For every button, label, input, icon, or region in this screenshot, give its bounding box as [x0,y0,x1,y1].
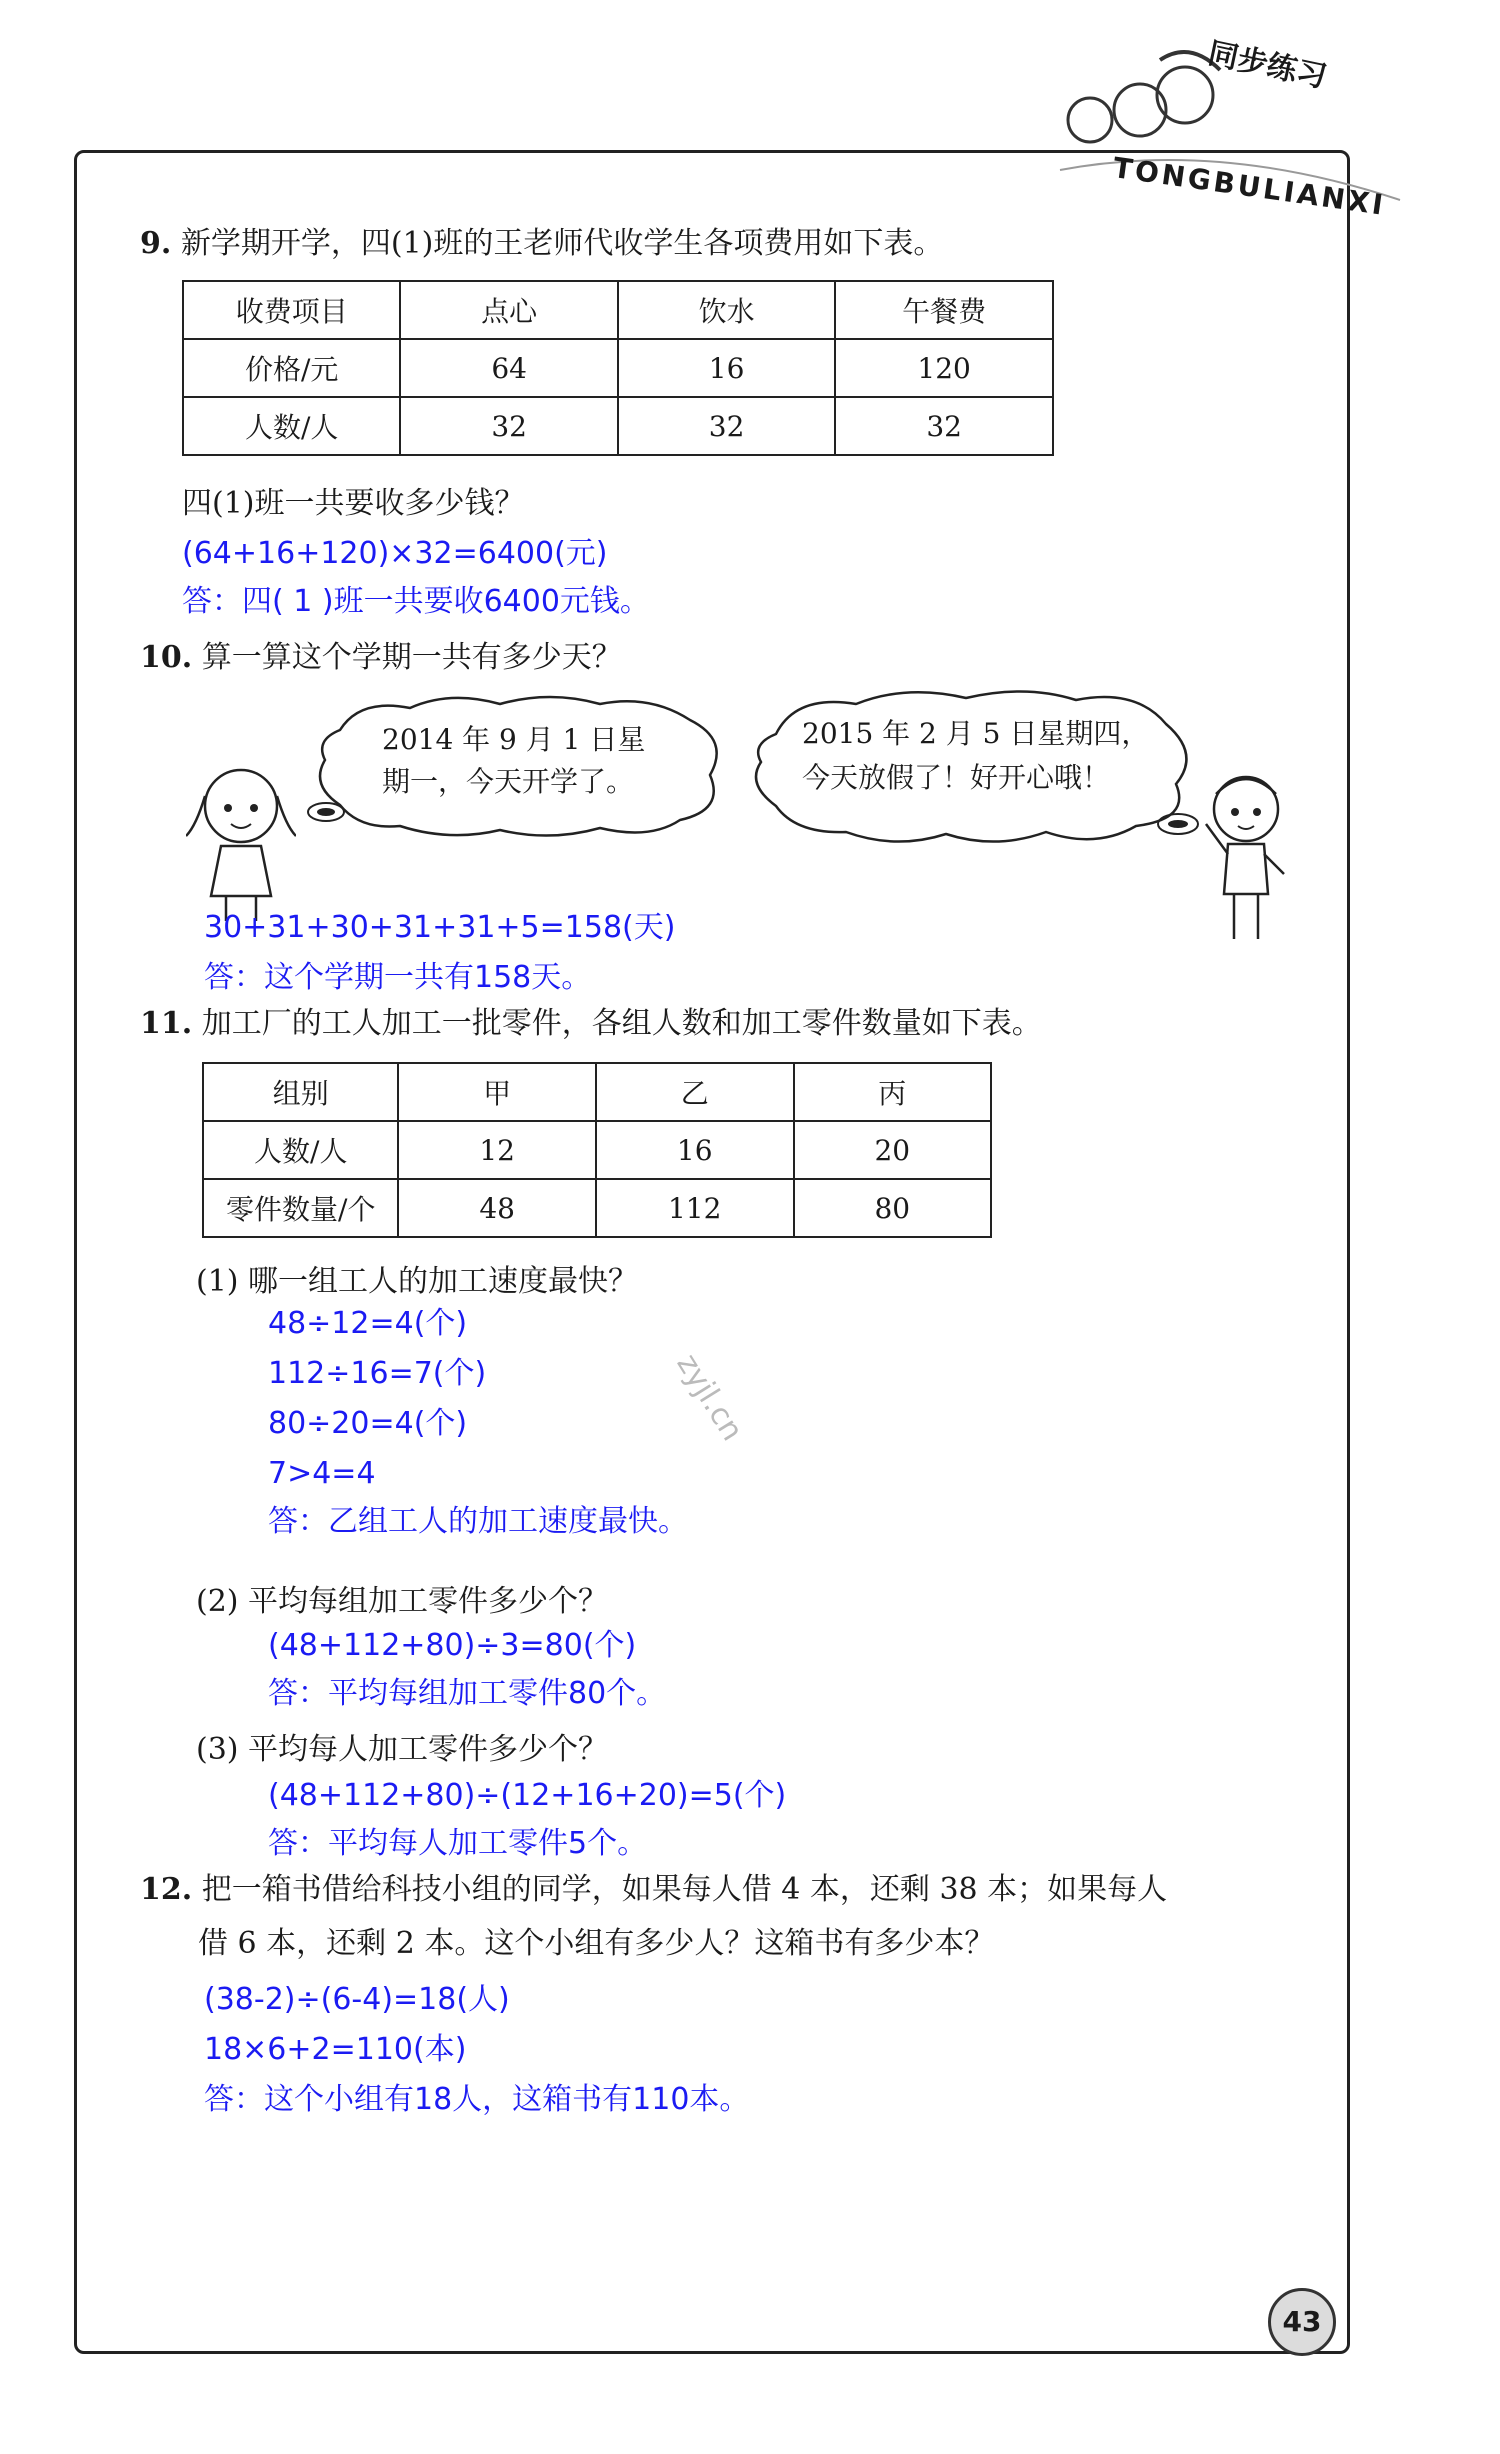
bubble-right-line: 今天放假了！好开心哦！ [802,761,1111,794]
girl-illustration-icon [186,756,296,926]
table-cell: 112 [596,1179,794,1237]
table-cell: 48 [398,1179,595,1237]
q10-text: 算一算这个学期一共有多少天？ [201,640,622,675]
q11-sub2-answer-line: 答：平均每组加工零件80个。 [268,1676,667,1711]
q12-text-line: 把一箱书借给科技小组的同学，如果每人借 4 本，还剩 38 本；如果每人 [201,1872,1168,1907]
header-title: 同步练习 [1204,35,1330,96]
header-banner [1020,35,1420,240]
q11-sub1-answer-line: 112÷16=7(个) [268,1356,487,1391]
q11-prompt [140,1006,1042,1042]
table-cell: 32 [835,397,1053,455]
q9-fee-table [182,280,1054,456]
q11-parts-table [202,1062,992,1238]
table-header-cell: 丙 [794,1063,991,1121]
q12-answer-line: 答：这个小组有18人，这箱书有110本。 [204,2082,750,2117]
table-cell: 32 [618,397,835,455]
q11-sub1-answer-line: 答：乙组工人的加工速度最快。 [268,1504,688,1539]
table-cell: 人数/人 [203,1121,398,1179]
q11-number: 11. [140,1006,193,1041]
q9-number: 9. [140,226,172,261]
speech-bubble-left [300,690,740,850]
q10-number: 10. [140,640,193,675]
q9-text: 新学期开学，四(1)班的王老师代收学生各项费用如下表。 [180,226,944,261]
speech-bubble-right [746,684,1206,854]
q11-sub2-question: (2) 平均每组加工零件多少个？ [196,1584,609,1619]
table-cell: 20 [794,1121,991,1179]
page-frame [74,150,1350,2354]
q12-answer-line: (38-2)÷(6-4)=18(人) [204,1982,510,2017]
q11-sub3-question: (3) 平均每人加工零件多少个？ [196,1732,609,1767]
table-cell: 32 [400,397,617,455]
table-cell: 120 [835,339,1053,397]
header-pinyin: TONGBULIANXI [1111,151,1388,222]
q11-sub1-answer-line: 7>4=4 [268,1456,376,1491]
q12-text-line: 借 6 本，还剩 2 本。这个小组有多少人？这箱书有多少本？ [198,1926,995,1961]
table-cell: 价格/元 [183,339,400,397]
q12-number: 12. [140,1872,193,1907]
q11-sub3-answer-line: 答：平均每人加工零件5个。 [268,1826,648,1861]
table-header-cell: 点心 [400,281,617,339]
q11-sub1-answer-line: 48÷12=4(个) [268,1306,468,1341]
table-header-cell: 组别 [203,1063,398,1121]
q11-sub2-answer-line: (48+112+80)÷3=80(个) [268,1628,637,1663]
watermark: zyjl.cn [669,1347,750,1448]
q11-sub1-question: (1) 哪一组工人的加工速度最快？ [196,1264,639,1299]
table-header-cell: 收费项目 [183,281,400,339]
table-header-cell: 饮水 [618,281,835,339]
bubble-right-line: 2015 年 2 月 5 日星期四， [802,717,1150,750]
bubble-left-line: 期一，今天开学了。 [382,765,635,798]
table-row [183,339,1053,397]
table-row [183,397,1053,455]
table-row [183,281,1053,339]
table-cell: 人数/人 [183,397,400,455]
table-header-cell: 午餐费 [835,281,1053,339]
q10-answer-line: 答：这个学期一共有158天。 [204,960,592,995]
table-row [203,1121,991,1179]
table-cell: 64 [400,339,617,397]
table-cell: 16 [596,1121,794,1179]
table-cell: 零件数量/个 [203,1179,398,1237]
table-cell: 12 [398,1121,595,1179]
q10-prompt [140,640,622,676]
q9-answer-line: (64+16+120)×32=6400(元) [182,536,608,571]
q11-sub3-answer-line: (48+112+80)÷(12+16+20)=5(个) [268,1778,787,1813]
q12-answer-line: 18×6+2=110(本) [204,2032,467,2067]
table-row [203,1063,991,1121]
q9-answer-line: 答：四( 1 )班一共要收6400元钱。 [182,584,650,619]
q9-prompt [140,226,943,262]
q10-answer-line: 30+31+30+31+31+5=158(天) [204,910,676,945]
bubble-left-line: 2014 年 9 月 1 日星 [382,723,646,756]
table-header-cell: 乙 [596,1063,794,1121]
q11-sub1-answer-line: 80÷20=4(个) [268,1406,468,1441]
q9-question: 四(1)班一共要收多少钱？ [182,486,525,521]
table-row [203,1179,991,1237]
page-number: 43 [1268,2288,1336,2356]
q12-prompt [140,1872,1167,1908]
table-cell: 16 [618,339,835,397]
q11-text: 加工厂的工人加工一批零件，各组人数和加工零件数量如下表。 [201,1006,1042,1041]
table-header-cell: 甲 [398,1063,595,1121]
table-cell: 80 [794,1179,991,1237]
boy-illustration-icon [1196,764,1296,954]
